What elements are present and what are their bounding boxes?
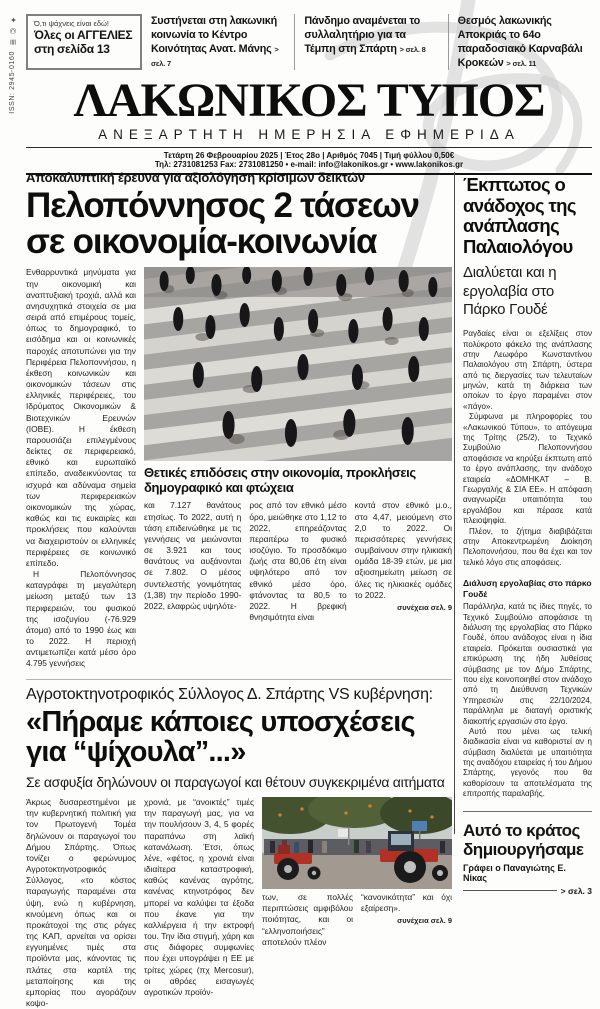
column-divider [454,172,455,834]
continuation-note: συνέχεια σελ. 9 [397,602,452,612]
article-separator [26,679,452,680]
teaser-text: Πάνδημο αναμένεται το συλλαλητήριο για τα Τέμπη στη Σπάρτη [304,15,421,56]
issn-strip [2,16,22,114]
adbox-line1: Ό,τι ψάχνεις είναι εδώ! [34,19,109,28]
tractor-protest-photo [262,797,452,889]
lead-article [26,170,452,670]
right-paragraph: Πλέον, το ζήτημα διαβιβάζεται στην Αποκεντρωμένη Διοίκηση Πελοποννήσου, που θα έχει και τον τελικό λόγο στις αποφάσεις. [463,526,592,567]
right-column [463,175,592,896]
right-subsection-title: Διάλυση εργολαβίας στο πάρκο Γουδέ [463,578,592,600]
second-column-1: Άκρως δυσαρεστημένοι με την κυβερνητική πολιτική για τον Πρωτογενή Τομέα δηλώνουν οι παραγωγοί του Δήμου Σπάρτης. Όπως τονίζει ο φερώνυμος Αγροτοκτηνοτροφικός Σύλλογος, «το κόστος παραγωγής παραμένει στα ύψη, ενώ η κυβέρνηση, κινούμενη όπως και οι προκάτοχοί της στις ράγες της ΚΑΠ, αρνείται να ορίσει εγγυημένες τιμές στα προϊόντα μας, κάνοντας τις πλάτες στα καρτέλ της μεταποίησης και της εμπορίας που αγοράζουν κοψο- [26,797,136,1009]
lead-headline: Πελοπόννησος 2 τάσεων σε οικονομία-κοινωνία [26,186,419,261]
newspaper-subtitle: ΑΝΕΞΑΡΤΗΤΗ ΗΜΕΡΗΣΙΑ ΕΦΗΜΕΡΙΔΑ [98,127,520,143]
adbox-line2: Όλες οι ΑΓΓΕΛΙΕΣ [34,28,133,42]
issn-number: ISSN: 2945-0160 [8,51,16,114]
teaser-page-ref: > σελ. 11 [506,59,537,69]
right-paragraph: Παράλληλα, κατά τις ίδιες πηγές, το Τεχνικό Συμβούλιο αποφάσισε τη διάλυση της εργολαβίας στο Πάρκο Γουδέ, όπου ανάδοχος είναι η ίδια εταιρεία. Πρόκειται ουσιαστικά για επικύρωση της ήδη λυθείσας σύμβασης με τον Δήμο Σπάρτης, που είχε κοινοποιηθεί στον ανάδοχο από τη Διεύθυνση Τεχνικών Υπηρεσιών στις 22/10/2024, παράλληλα με διαταγή οριστικής διακοπής εργασιών στο έργο. [463,602,592,726]
second-column-2: χρονιά, με “ανοικτές” τιμές την παραγωγή μας, για να την πουλήσουν 3, 4, 5 φορές παραπάνω στη λαϊκή κατανάλωση. Έτσι, όπως λένε, «φέτος, η χρονιά είναι ιδιαίτερα καταστροφική, καθώς κανένας αγρότης, κανένας κτηνοτρόφος δεν μπορεί να καλύψει τα έξοδα που έκανε για την καλλιέργεια ή την εκτροφή του. Την ίδια στιγμή, χάρη και στις διάφορες συμφωνίες που έχει υπογράψει η ΕΕ με τρίτες χώρες (πχ Mercosur), οι αθρόες εισαγωγές αγροτικών προϊόν- [144,797,254,997]
copyright-icon: © [8,28,17,34]
lead-column-2: και 7.127 θανάτους ετησίως. Το 2022, αυτή η τάση επιδεινώθηκε με τις γεννήσεις να μειώνονται σε 3.921 και τους θανάτους να αυξάνονται σε 7.802. Ο μέσος συντελεστής γονιμότητας (1,38) την περίοδο 1990-2022, ελαφρώς υψηλότε- [144,500,242,611]
opinion-box [463,821,592,896]
right-paragraph: Ραγδαίες είναι οι εξελίξεις στον πολύκροτο φάκελο της ανάπλασης στην Λεωφόρο Κωνσταντίνου Παλαιολόγου στη Σπάρτη, ύστερα από τις διεργασίες των τελευταίων μηνών, κατά τη διάρκεια των οποίων το έργο παραμένει στον «πάγο». [463,329,592,411]
lead-column-4: κοντά στον εθνικό μ.ο., στο 4,47, μειούμενη στο 2,0 το 2022. Οι περισσότερες γεννήσεις συμβαίνουν στην ηλικιακή ομάδα 18-39 ετών, με μια αξιοσημείωτη μείωση σε όλες τις ηλικιακές ομάδες το 2022. συνέχεια σελ. 9 [354,500,452,612]
publisher-logo-icon: ✦ [7,16,17,24]
contact-line: Τηλ: 2731081253 Fax: 2731081250 • e-mail: info@lakonikos.gr • www.lakonikos.gr [154,160,464,170]
opinion-byline: Γράφει ο Παναγιώτης Ε. Νίκας [463,862,566,883]
lead-column-3: ρος από τον εθνικό μέσο όρο, μειώθηκε στο 1,12 το 2022, επηρεάζοντας περαιτέρω το φυσικό ισοζύγιο. Το προσδόκιμο ζωής στα 80,06 έτη είναι υψηλότερο από τον εθνικό μέσο όρο, φτάνοντας τα 80,5 το 2022. Η βρεφική θνησιμότητα είναι [249,500,347,623]
lead-paragraph: Η Πελοπόννησος καταγράφει τη μεγαλύτερη μείωση μεταξύ των 13 περιφερειών, του φυσικού της ισοζυγίου (-76.929 άτομα) από το 1990 έως και το 2022. Η περιοχή αντιμετωπίζει κατά μέσο όρο 4.795 γεννήσεις [26,569,136,669]
teaser-page-ref: > σελ. 7 [151,45,279,69]
masthead-rule [26,147,592,148]
lead-photo-caption: Θετικές επιδόσεις στην οικονομία, προκλήσεις δημογραφικό και φτώχεια [144,465,416,496]
lead-kicker: Αποκαλυπτική έρευνα για αξιολόγηση κρίσιμων δεικτών [26,170,365,185]
continuation-note: συνέχεια σελ. 9 [397,916,452,926]
dateline: Τετάρτη 26 Φεβρουαρίου 2025 | Έτος 28ο | Αριθμός 7045 | Τιμή φύλλου 0,50€ [163,151,455,161]
teaser-row [26,14,592,70]
teaser-text: Θεσμός λακωνικής Αποκριάς το 64ο παραδοσιακό Καρναβάλι Κροκεών [457,15,583,70]
crosswalk-photo [144,267,452,461]
teaser-item [448,14,592,70]
second-headline: «Πήραμε κάποιες υποσχέσεις για “ψίχουλα”...» [26,705,415,769]
teaser-page-ref: > σελ. 8 [399,45,426,55]
teaser-item [294,14,438,70]
second-column-3: των, σε πολλές περιπτώσεις αμφιβόλου ποιότητας, και οι “ελληνοποιήσεις” αποτελούν πλέον [262,892,353,947]
teaser-item [151,14,285,70]
lead-column-1 [26,267,136,669]
masthead [26,76,592,175]
barcode-icon: ≣ [7,38,17,46]
right-paragraph: Σύμφωνα με πληροφορίες του «Λακωνικού Τύπου», το απόγευμα της Τρίτης (25/2), το Τεχνικό Συμβούλιο Πελοποννήσου αποφάσισε να κηρύξει έκπτωτη από το έργο ανάπλασης, την ανάδοχο εταιρεία «ΔΟΜΗΚΑΤ – Β. Γεωργαλής & ΣΙΑ ΕΕ». Η απόφαση αναγνωρίζει υπαιτιότητα του εργολάβου και πέρασε κατά πλειοψηφία. [463,412,592,526]
right-headline: Έκπτωτος ο ανάδοχος της ανάπλασης Παλαιολόγου [463,174,576,258]
right-subhead: Διαλύεται και η εργολαβία στο Πάρκο Γουδέ [463,263,557,319]
second-kicker: Αγροτοκτηνοτροφικός Σύλλογος Δ. Σπάρτης VS κυβέρνηση: [26,685,433,703]
teaser-text: Συστήνεται στη λακωνική κοινωνία το Κέντρο Κοινότητας Ανατ. Μάνης [151,15,277,56]
classifieds-ad-box [26,14,142,70]
opinion-title: Αυτό το κράτος δημιουργήσαμε [463,820,584,859]
opinion-page-ref: > σελ. 3 [560,885,592,896]
right-body-2 [463,602,592,799]
right-paragraph: Αυτό που μένει ως τελική διαδικασία είναι να καθοριστεί αν η σύμβαση διαλύεται με υπαιτιότητα της αναδόχου εταιρείας ή του Δήμου Σπάρτης, γεγονός που θα καθορίσουν τα αποτελέσματα της επιτροπής παραλαβής. [463,726,592,799]
second-column-4: “κανονικότητα” και όχι εξαίρεση». συνέχεια σελ. 9 [361,892,452,926]
second-subhead: Σε ασφυξία δηλώνουν οι παραγωγοί και θέτουν συγκεκριμένα αιτήματα [26,774,445,791]
right-body [463,329,592,568]
opinion-separator [463,811,592,812]
lead-paragraph: Ενθαρρυντικά μηνύματα για την οικονομική και αναπτυξιακή τροχιά, αλλά και ανησυχητικά στοιχεία σε μια σειρά από επιμέρους τομείς, όπως το δημογραφικό, το εισόδημα και οι κοινωνικές παροχές αποτυπώνει για την Περιφέρεια Πελοποννήσου, η έκθεση κοινωνικών και οικονομικών τάσεων στις ελληνικές περιφέρειες, του Ιδρύματος Οικονομικών & Βιοτεχνικών Ερευνών (ΙΟΒΕ). Η έκθεση παρουσιάζει επιλεγμένους δείκτες σε περιφερειακό, εθνικό και ευρωπαϊκό επίπεδο, αναδεικνύοντας τα ισχυρά και αδύναμα σημεία των περιφερειακών οικονομικών της χώρας, καθώς και τις ευκαιρίες και προκλήσεις που καλούνται να διαχειριστούν οι ελληνικές περιφέρειες σε κοινωνικό επίπεδο. [26,267,136,568]
adbox-line3: στη σελίδα 13 [34,42,110,57]
opinion-rule [463,890,557,891]
main-content [26,170,452,1009]
second-article [26,686,452,1009]
newspaper-title: ΛΑΚΩΝΙΚΟΣ ΤΥΠΟΣ [73,74,545,127]
